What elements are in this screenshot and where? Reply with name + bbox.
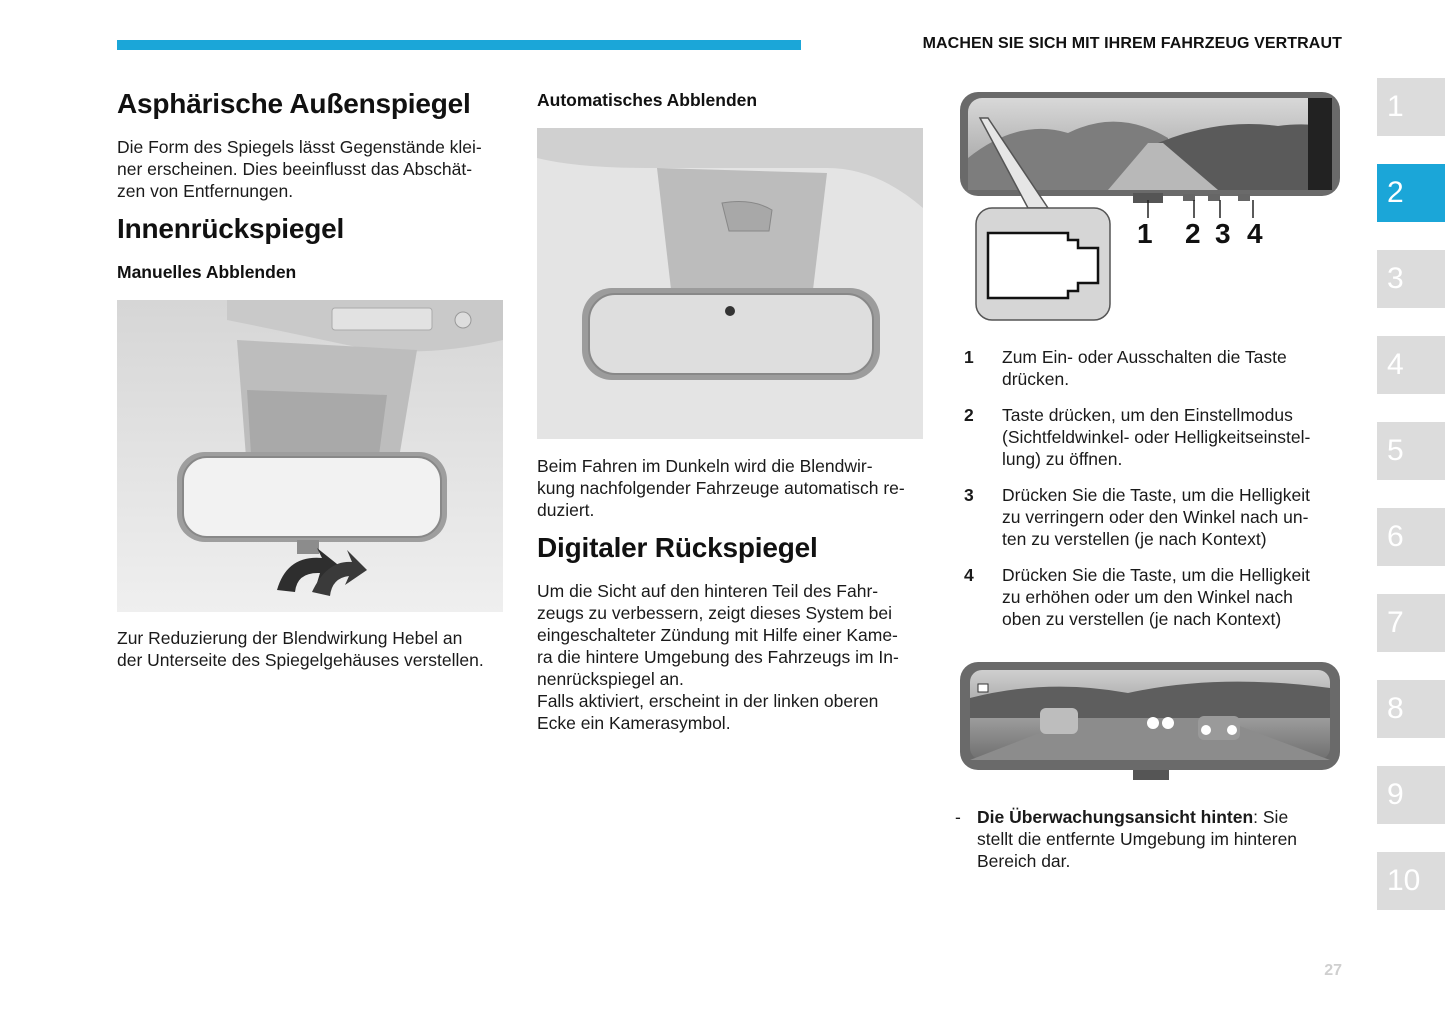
text-line: (Sichtfeldwinkel- oder Helligkeitseinstel-: [1002, 427, 1311, 447]
text-line: Beim Fahren im Dunkeln wird die Blendwir-: [537, 456, 873, 476]
chapter-tab-8[interactable]: 8: [1377, 680, 1445, 738]
text-line: ten zu verstellen (je nach Kontext): [1002, 529, 1267, 549]
text-line: kung nachfolgender Fahrzeuge automatisch re-: [537, 478, 905, 498]
text-line: ner erscheinen. Dies beeinflusst das Abschät-: [117, 159, 473, 179]
bullet-dash: -: [955, 807, 961, 827]
chapter-tab-5[interactable]: 5: [1377, 422, 1445, 480]
auto-mirror-drawing: [537, 128, 923, 439]
callout-4: 4: [1247, 218, 1263, 249]
callout-2: 2: [1185, 218, 1201, 249]
list-text: [1002, 404, 1342, 470]
chapter-tab-1[interactable]: 1: [1377, 78, 1445, 136]
list-text: [1002, 564, 1342, 630]
text-line: der Unterseite des Spiegelgehäuses verstellen.: [117, 650, 484, 670]
text-line: drücken.: [1002, 369, 1070, 389]
text-line: stellt die entfernte Umgebung im hinteren: [977, 829, 1298, 849]
text-line: Die Form des Spiegels lässt Gegenstände klei-: [117, 137, 482, 157]
list-number: 3: [964, 485, 974, 505]
digital-mirror-drawing: [958, 88, 1343, 324]
text-line: ra die hintere Umgebung des Fahrzeugs im In-: [537, 647, 899, 667]
text-line: Bereich dar.: [977, 851, 1071, 871]
chapter-tab-6[interactable]: 6: [1377, 508, 1445, 566]
chapter-tab-9[interactable]: 9: [1377, 766, 1445, 824]
digital-mirror-buttons-illustration: [958, 88, 1343, 324]
list-text: [1002, 484, 1342, 550]
paragraph-manual-dimming: [117, 627, 484, 671]
chapter-title: MACHEN SIE SICH MIT IHREM FAHRZEUG VERTRAUT: [922, 35, 1342, 52]
heading-manual-dimming: Manuelles Abblenden: [117, 262, 297, 282]
text-line: nenrückspiegel an.: [537, 669, 684, 689]
callout-1: 1: [1137, 218, 1153, 249]
chapter-tab-10[interactable]: 10: [1377, 852, 1445, 910]
text-line: zeugs zu verbessern, zeigt dieses System bei: [537, 603, 893, 623]
text-line: Drücken Sie die Taste, um die Helligkeit: [1002, 565, 1311, 585]
bullet-rear-monitoring: [977, 806, 1343, 872]
chapter-tab-2[interactable]: 2: [1377, 164, 1445, 222]
text-line: [977, 806, 1343, 828]
heading-digital-mirror: Digitaler Rückspiegel: [537, 532, 818, 563]
rear-view-drawing: [958, 658, 1343, 786]
text-line: Um die Sicht auf den hinteren Teil des Fahr-: [537, 581, 879, 601]
text-line: oben zu verstellen (je nach Kontext): [1002, 609, 1282, 629]
manual-mirror-drawing: [117, 300, 503, 612]
bullet-text: : Sie: [1253, 807, 1289, 827]
text-line: lung) zu öffnen.: [1002, 449, 1123, 469]
list-text: [1002, 346, 1342, 390]
text-line: Drücken Sie die Taste, um die Helligkeit: [1002, 485, 1311, 505]
paragraph-automatic-dimming: [537, 455, 905, 521]
rear-view-screen-illustration: [958, 658, 1343, 786]
heading-interior-mirror: Innenrückspiegel: [117, 213, 345, 244]
heading-automatic-dimming: Automatisches Abblenden: [537, 90, 758, 110]
paragraph-digital-mirror: [537, 580, 899, 734]
page-number: 27: [1324, 962, 1342, 979]
list-number: 1: [964, 347, 974, 367]
manual-dimming-mirror-illustration: [117, 300, 503, 612]
chapter-tab-7[interactable]: 7: [1377, 594, 1445, 652]
text-line: Zum Ein- oder Ausschalten die Taste: [1002, 347, 1287, 367]
bullet-bold-term: Die Überwachungsansicht hinten: [977, 807, 1254, 827]
callout-3: 3: [1215, 218, 1231, 249]
text-line: duziert.: [537, 500, 595, 520]
text-line: Falls aktiviert, erscheint in der linken oberen: [537, 691, 879, 711]
paragraph-aspheric: [117, 136, 482, 202]
text-line: zu verringern oder den Winkel nach un-: [1002, 507, 1309, 527]
chapter-tab-4[interactable]: 4: [1377, 336, 1445, 394]
header-accent-bar: [117, 40, 801, 50]
text-line: Taste drücken, um den Einstellmodus: [1002, 405, 1293, 425]
text-line: eingeschalteter Zündung mit Hilfe einer Kame-: [537, 625, 898, 645]
heading-aspheric-mirrors: Asphärische Außenspiegel: [117, 88, 471, 119]
automatic-dimming-mirror-illustration: [537, 128, 923, 439]
text-line: zu erhöhen oder um den Winkel nach: [1002, 587, 1293, 607]
text-line: zen von Entfernungen.: [117, 181, 294, 201]
list-number: 4: [964, 565, 974, 585]
text-line: Ecke ein Kamerasymbol.: [537, 713, 731, 733]
list-number: 2: [964, 405, 974, 425]
chapter-tab-3[interactable]: 3: [1377, 250, 1445, 308]
text-line: Zur Reduzierung der Blendwirkung Hebel an: [117, 628, 463, 648]
